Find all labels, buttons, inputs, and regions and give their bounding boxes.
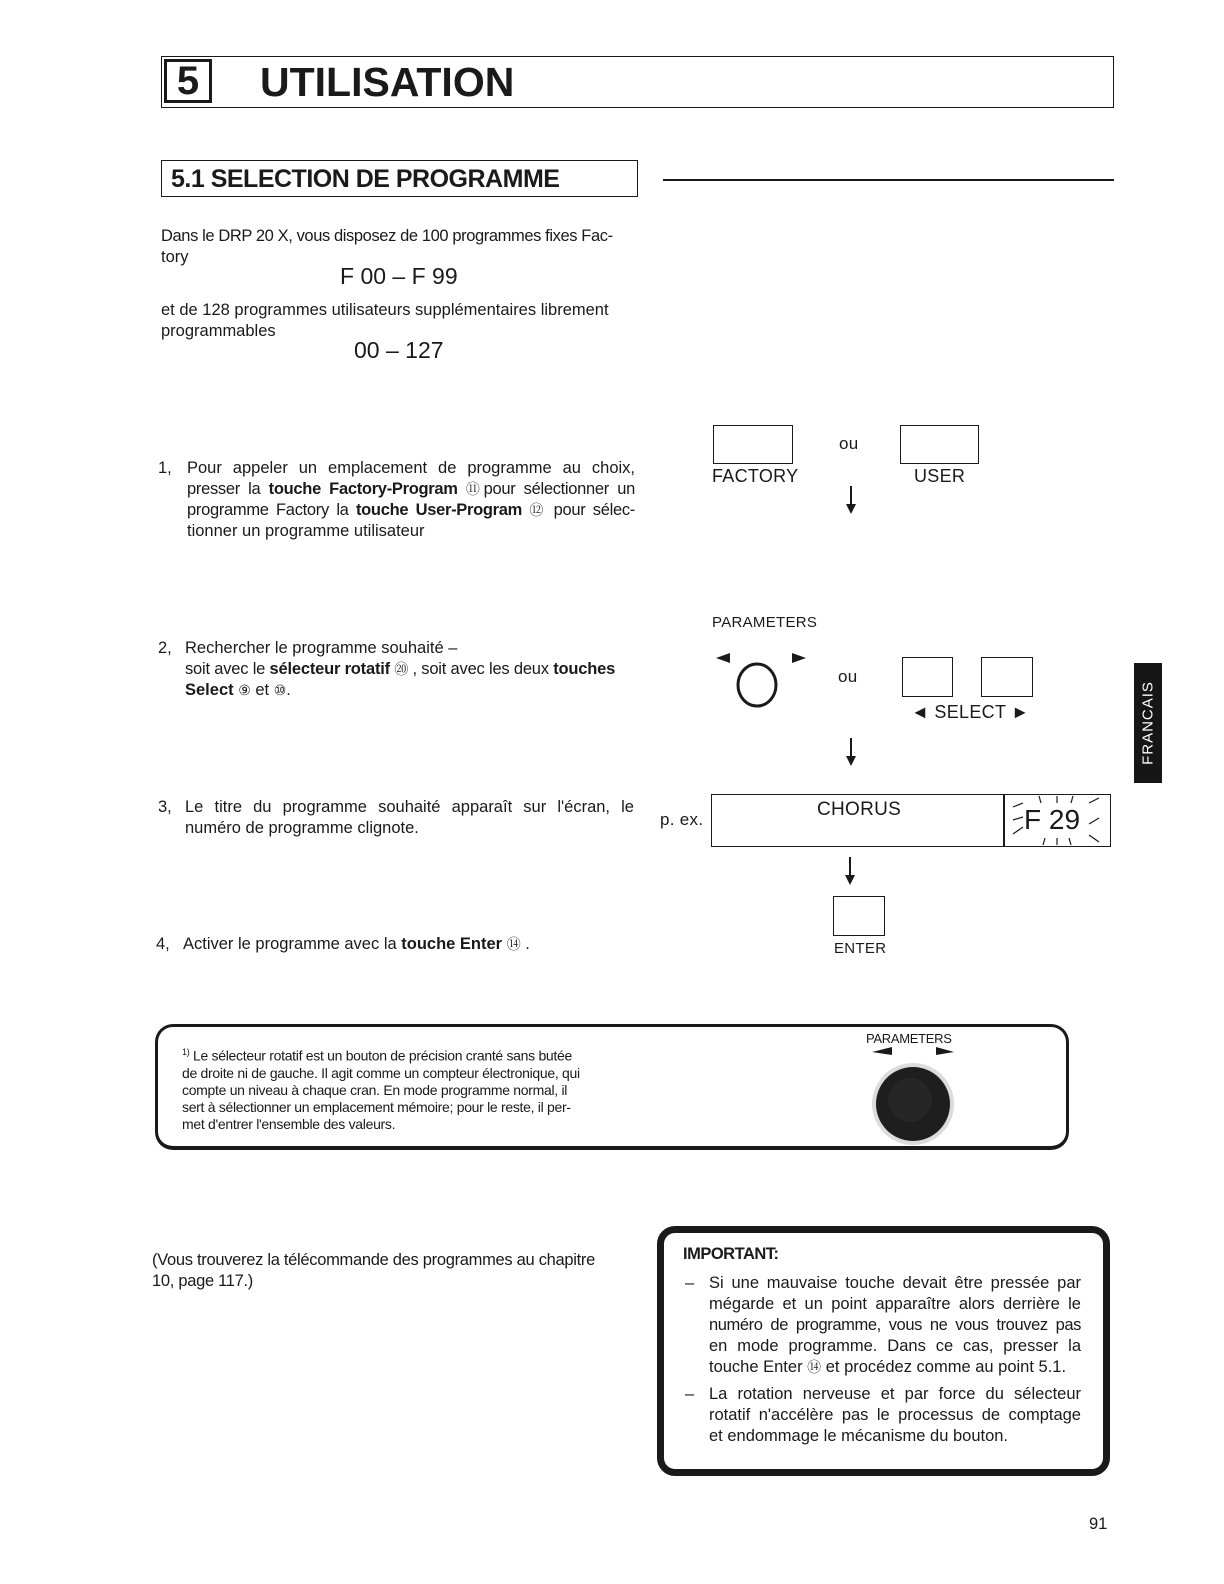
language-tab-label: FRANCAIS xyxy=(1139,681,1157,765)
b1-line-5 xyxy=(709,1357,1081,1378)
step2-line-b xyxy=(185,659,635,680)
select-down-key[interactable] xyxy=(902,657,953,697)
important-bullet-1 xyxy=(709,1273,1081,1378)
section-rule xyxy=(663,179,1114,181)
step1-b-pre: presser la xyxy=(187,480,269,498)
factory-range: F 00 – F 99 xyxy=(340,263,458,289)
select-label: ◄ SELECT ► xyxy=(911,702,1030,722)
ref-mark-14: ⑭ xyxy=(506,936,521,952)
step2-c-post: . xyxy=(286,681,291,699)
b1-line-3: numéro de programme, vous ne vous trouvez pas xyxy=(709,1316,1081,1334)
b1-last-pre: touche Enter xyxy=(709,1358,808,1376)
b2-line-3: et endommage le mécanisme du bouton. xyxy=(709,1427,1009,1445)
blink-rays-icon xyxy=(1005,794,1109,847)
ref-mark-9: ⑨ xyxy=(238,682,251,698)
chapter-header xyxy=(161,56,1114,108)
step1-line-b xyxy=(187,479,635,500)
ref-mark-11: ⑪ xyxy=(465,481,484,497)
user-label: USER xyxy=(914,466,966,486)
rotate-right-arrow-icon xyxy=(792,653,806,663)
b1-last-post: et procédez comme au point 5.1. xyxy=(821,1358,1067,1376)
step1-c-post: pour sélec- xyxy=(546,501,636,519)
footnote-marker: 1) xyxy=(182,1047,190,1057)
step2-b-post: , soit avec les deux xyxy=(408,660,554,678)
remote-line-2: 10, page 117.) xyxy=(152,1272,253,1290)
ref-mark-12: ⑫ xyxy=(529,502,547,518)
step3-number: 3, xyxy=(158,798,172,816)
b2-line-1: La rotation nerveuse et par force du sélecteur xyxy=(709,1385,1081,1403)
important-bullet-2 xyxy=(709,1384,1081,1447)
step1-b-post: pour sélectionner un xyxy=(483,480,635,498)
footnote-line-5: met d'entrer l'ensemble des valeurs. xyxy=(182,1115,396,1132)
footnote-line-4: sert à sélectionner un emplacement mémoire; pour le reste, il per- xyxy=(182,1098,571,1115)
enter-label: ENTER xyxy=(834,940,887,957)
select-up-key[interactable] xyxy=(981,657,1033,697)
example-label: p. ex. xyxy=(660,810,704,829)
step1-c-pre: programme Factory la xyxy=(187,501,356,519)
flow-arrow-3 xyxy=(849,857,851,877)
enter-key[interactable] xyxy=(833,896,885,936)
ref-mark-20: ⑳ xyxy=(394,661,409,677)
select-ref: Select xyxy=(185,681,234,699)
factory-label: FACTORY xyxy=(712,466,799,486)
user-program-key-ref: touche User-Program xyxy=(355,501,523,519)
step2-line-c xyxy=(185,680,291,701)
footnote-l1: Le sélecteur rotatif est un bouton de précision cranté sans butée xyxy=(193,1047,572,1064)
factory-key[interactable] xyxy=(713,425,793,464)
b2-line-2: rotatif n'accélère pas le processus de comptage xyxy=(709,1406,1081,1424)
ref-mark-14b: ⑭ xyxy=(807,1359,822,1375)
flow-arrow-1 xyxy=(850,486,852,506)
remote-line-1: (Vous trouverez la télécommande des programmes au chapitre xyxy=(152,1251,595,1269)
display-program-title: CHORUS xyxy=(817,799,902,820)
important-dash-2: – xyxy=(685,1385,695,1403)
ou-label-2: ou xyxy=(838,667,858,686)
parameters-label: PARAMETERS xyxy=(712,614,818,631)
b1-line-4: en mode programme. Dans ce cas, presser la xyxy=(709,1337,1081,1355)
ou-label-1: ou xyxy=(839,434,859,453)
step2-b-pre: soit avec le xyxy=(185,660,270,678)
step4-line-a xyxy=(183,934,530,955)
rotary-selector[interactable] xyxy=(712,648,812,710)
knob-parameters-label: PARAMETERS xyxy=(866,1031,952,1046)
important-dash-1: – xyxy=(685,1274,695,1292)
step2-line-a: Rechercher le programme souhaité – xyxy=(185,639,458,657)
factory-program-key-ref: touche Factory-Program xyxy=(268,480,458,498)
rotate-left-arrow-icon xyxy=(716,653,730,663)
chapter-title: UTILISATION xyxy=(260,59,515,105)
chapter-number-box: 5 xyxy=(164,59,212,103)
step2-number: 2, xyxy=(158,639,172,657)
step1-line-c xyxy=(187,500,635,521)
user-key[interactable] xyxy=(900,425,979,464)
step1-line-d: tionner un programme utilisateur xyxy=(187,522,425,540)
section-title-box xyxy=(161,160,638,197)
knob-illustration xyxy=(866,1046,966,1146)
ref-mark-10: ⑩ xyxy=(273,682,287,698)
enter-key-ref: touche Enter xyxy=(401,935,503,953)
step1-line-a: Pour appeler un emplacement de programme au choix, xyxy=(187,459,635,477)
knob-left-arrow-icon xyxy=(872,1047,892,1055)
intro-line1b: tory xyxy=(161,248,189,266)
important-title: IMPORTANT: xyxy=(683,1245,779,1263)
knob-right-arrow-icon xyxy=(936,1047,954,1055)
intro-line1: Dans le DRP 20 X, vous disposez de 100 programmes fixes Fac- xyxy=(161,227,613,245)
step3-line-a: Le titre du programme souhaité apparaît sur l'écran, le xyxy=(185,798,634,816)
rotary-knob-icon xyxy=(738,664,776,706)
step4-a-pre: Activer le programme avec la xyxy=(183,935,402,953)
footnote-line-2: de droite ni de gauche. Il agit comme un compteur électronique, qui xyxy=(182,1064,580,1081)
page-number: 91 xyxy=(1089,1515,1108,1533)
footnote-text xyxy=(182,1044,637,1133)
language-tab xyxy=(1134,663,1162,783)
b1-line-2: mégarde et un point apparaître alors derrière le xyxy=(709,1295,1081,1313)
intro-line2b: programmables xyxy=(161,322,276,340)
step4-a-post: . xyxy=(520,935,530,953)
step4-number: 4, xyxy=(156,935,170,953)
flow-arrow-2 xyxy=(850,738,852,758)
step2-c-mid: et xyxy=(250,681,274,699)
footnote-line-1 xyxy=(182,1044,637,1065)
footnote-line-3: compte un niveau à chaque cran. En mode programme normal, il xyxy=(182,1081,568,1098)
user-range: 00 – 127 xyxy=(354,337,444,363)
step1-number: 1, xyxy=(158,459,172,477)
rotary-selector-ref: sélecteur rotatif xyxy=(269,660,390,678)
display-program-number: F 29 xyxy=(1024,804,1081,835)
intro-line2: et de 128 programmes utilisateurs supplémentaires librement xyxy=(161,301,609,319)
step3-line-b: numéro de programme clignote. xyxy=(185,819,419,837)
section-title: 5.1 SELECTION DE PROGRAMME xyxy=(171,165,560,193)
select-keys-ref: touches xyxy=(553,660,616,678)
b1-line-1: Si une mauvaise touche devait être pressée par xyxy=(709,1274,1081,1292)
